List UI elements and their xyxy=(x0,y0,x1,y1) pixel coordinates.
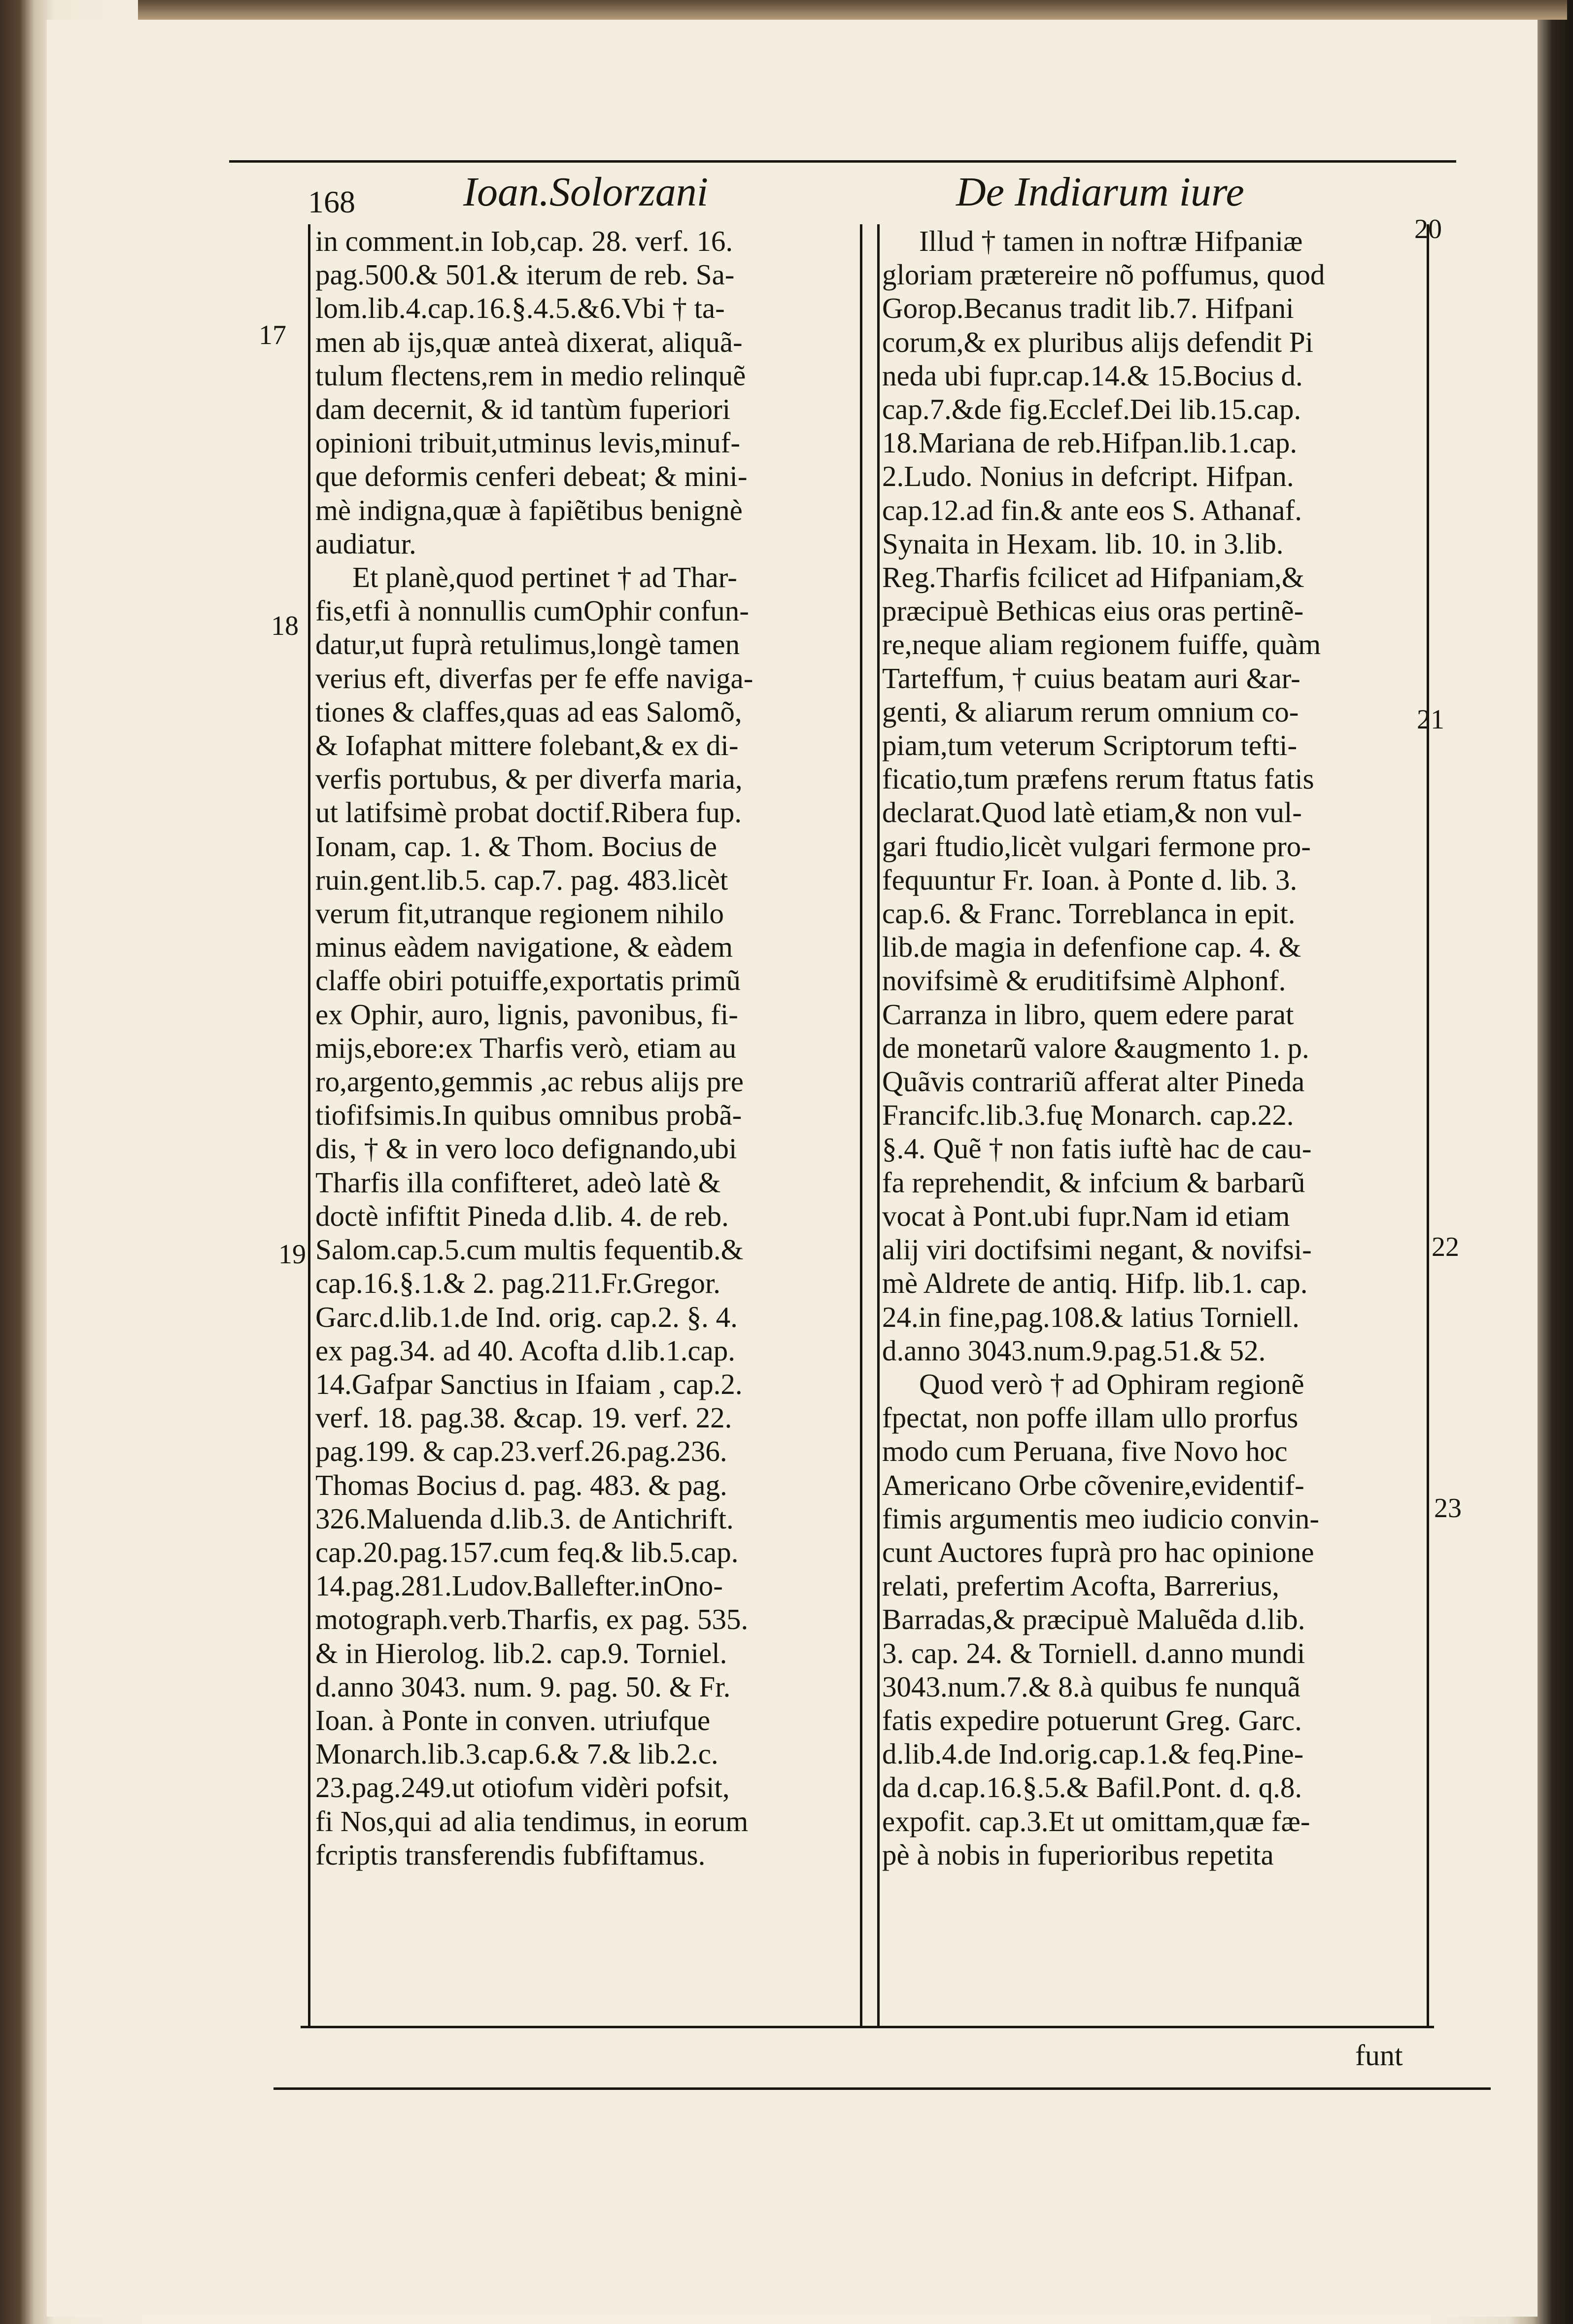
bottom-rule xyxy=(301,2026,1434,2028)
right-column-rule-outer xyxy=(1427,224,1429,2026)
left-column-rule-inner xyxy=(860,224,862,2026)
frame-bottom-rule xyxy=(274,2087,1491,2090)
margin-number: 19 xyxy=(278,1239,306,1270)
margin-number: 18 xyxy=(271,611,299,641)
running-head-title: De Indiarum iure xyxy=(956,169,1244,215)
paragraph: in comment.in Iob,cap. 28. verf. 16. pag.500.& 501.& iterum de reb. Sa- lom.lib.4.cap.16.§.4.5.&6.Vbi † ta- men ab ijs,quæ anteà dixerat, aliquã- tulum flectens,rem in medio relinquẽ dam decernit, & id tantùm fuperiori opinioni tribuit,utminus levis,minuf- que deformis cenferi debeat; & mini- mè indigna,quæ à fapiẽtibus benignè audiatur. xyxy=(315,225,748,560)
margin-number: 20 xyxy=(1414,214,1442,244)
catchword: funt xyxy=(1355,2039,1403,2072)
right-text-column xyxy=(882,224,1424,1872)
folio-number: 168 xyxy=(308,184,355,219)
paragraph: Quod verò † ad Ophiram regionẽ fpectat, non poffe illam ullo prorfus modo cum Peruana, five Novo hoc Americano Orbe cõvenire,evidentif- fimis argumentis meo iudicio convin- cunt Auctores fuprà pro hac opinione relati, prefertim Acofta, Barrerius, Barradas,& præcipuè Maluẽda d.lib. 3. cap. 24. & Torniell. d.anno mundi 3043.num.7.& 8.à quibus fe nunquã fatis expedire potuerunt Greg. Garc. d.lib.4.de Ind.orig.cap.1.& feq.Pine- da d.cap.16.§.5.& Bafil.Pont. d. q.8. expofit. cap.3.Et ut omittam,quæ fæ- pè à nobis in fuperioribus repetita xyxy=(882,1367,1320,1871)
margin-number: 21 xyxy=(1417,704,1444,735)
running-head-author: Ioan.Solorzani xyxy=(463,169,709,215)
paragraph: Illud † tamen in noftræ Hifpaniæ gloriam prætereire nõ poffumus, quod Gorop.Becanus tradit lib.7. Hifpani corum,& ex pluribus alijs defendit Pi neda ubi fupr.cap.14.& 15.Bocius d. cap.7.&de fig.Ecclef.Dei lib.15.cap. 18.Mariana de reb.Hifpan.lib.1.cap. 2.Ludo. Nonius in defcript. Hifpan. cap.12.ad fin.& ante eos S. Athanaf. Synaita in Hexam. lib. 10. in 3.lib. Reg.Tharfis fcilicet ad Hifpaniam,& præcipuè Bethicas eius oras pertinẽ- re,neque aliam regionem fuiffe, quàm Tarteffum, † cuius beatam auri &ar- genti, & aliarum rerum omnium co- piam,tum veterum Scriptorum tefti- ficatio,tum præfens rerum ftatus fatis declarat.Quod latè etiam,& non vul- gari ftudio,licèt vulgari fermone pro- fequuntur Fr. Ioan. à Ponte d. lib. 3. cap.6. & Franc. Torreblanca in epit. lib.de magia in defenfione cap. 4. & novifsimè & eruditifsimè Alphonf. Carranza in libro, quem edere parat de monetarũ valore &augmento 1. p. Quãvis contrariũ afferat alter Pineda Francifc.lib.3.fuę Monarch. cap.22. §.4. Quẽ † non fatis iuftè hac de cau- fa reprehendit, & infcium & barbarũ vocat à Pont.ubi fupr.Nam id etiam alij viri doctifsimi negant, & novifsi- mè Aldrete de antiq. Hifp. lib.1. cap. 24.in fine,pag.108.& latius Torniell. d.anno 3043.num.9.pag.51.& 52. xyxy=(882,225,1325,1367)
header-rule xyxy=(229,160,1456,163)
left-text-column xyxy=(315,224,857,1872)
margin-number: 22 xyxy=(1432,1232,1459,1262)
page-edge-shadow xyxy=(138,0,1567,20)
margin-number: 23 xyxy=(1434,1493,1462,1524)
right-column-rule-inner xyxy=(877,224,880,2026)
margin-number: 17 xyxy=(259,320,286,350)
left-column-rule-outer xyxy=(308,224,310,2026)
paragraph: Et planè,quod pertinet † ad Thar- fis,etfi à nonnullis cumOphir confun- datur,ut fuprà retulimus,longè tamen verius eft, diverfas per fe effe naviga- tiones & claffes,quas ad eas Salomõ, & Iofaphat mittere folebant,& ex di- verfis portubus, & per diverfa maria, ut latifsimè probat doctif.Ribera fup. Ionam, cap. 1. & Thom. Bocius de ruin.gent.lib.5. cap.7. pag. 483.licèt verum fit,utranque regionem nihilo minus eàdem navigatione, & eàdem claffe obiri potuiffe,exportatis primũ ex Ophir, auro, lignis, pavonibus, fi- mijs,ebore:ex Tharfis verò, etiam au ro,argento,gemmis ,ac rebus alijs pre tiofifsimis.In quibus omnibus probã- dis, † & in vero loco defignando,ubi Tharfis illa confifteret, adeò latè & doctè infiftit Pineda d.lib. 4. de reb. Salom.cap.5.cum multis fequentib.& cap.16.§.1.& 2. pag.211.Fr.Gregor. Garc.d.lib.1.de Ind. orig. cap.2. §. 4. ex pag.34. ad 40. Acofta d.lib.1.cap. 14.Gafpar Sanctius in Ifaiam , cap.2. verf. 18. pag.38. &cap. 19. verf. 22. pag.199. & cap.23.verf.26.pag.236. Thomas Bocius d. pag. 483. & pag. 326.Maluenda d.lib.3. de Antichrift. cap.20.pag.157.cum feq.& lib.5.cap. 14.pag.281.Ludov.Ballefter.inOno- motograph.verb.Tharfis, ex pag. 535. & in Hierolog. lib.2. cap.9. Torniel. d.anno 3043. num. 9. pag. 50. & Fr. Ioan. à Ponte in conven. utriufque Monarch.lib.3.cap.6.& 7.& lib.2.c. 23.pag.249.ut otiofum vidèri pofsit, fi Nos,qui ad alia tendimus, in eorum fcriptis transferendis fubfiftamus. xyxy=(315,561,753,1871)
